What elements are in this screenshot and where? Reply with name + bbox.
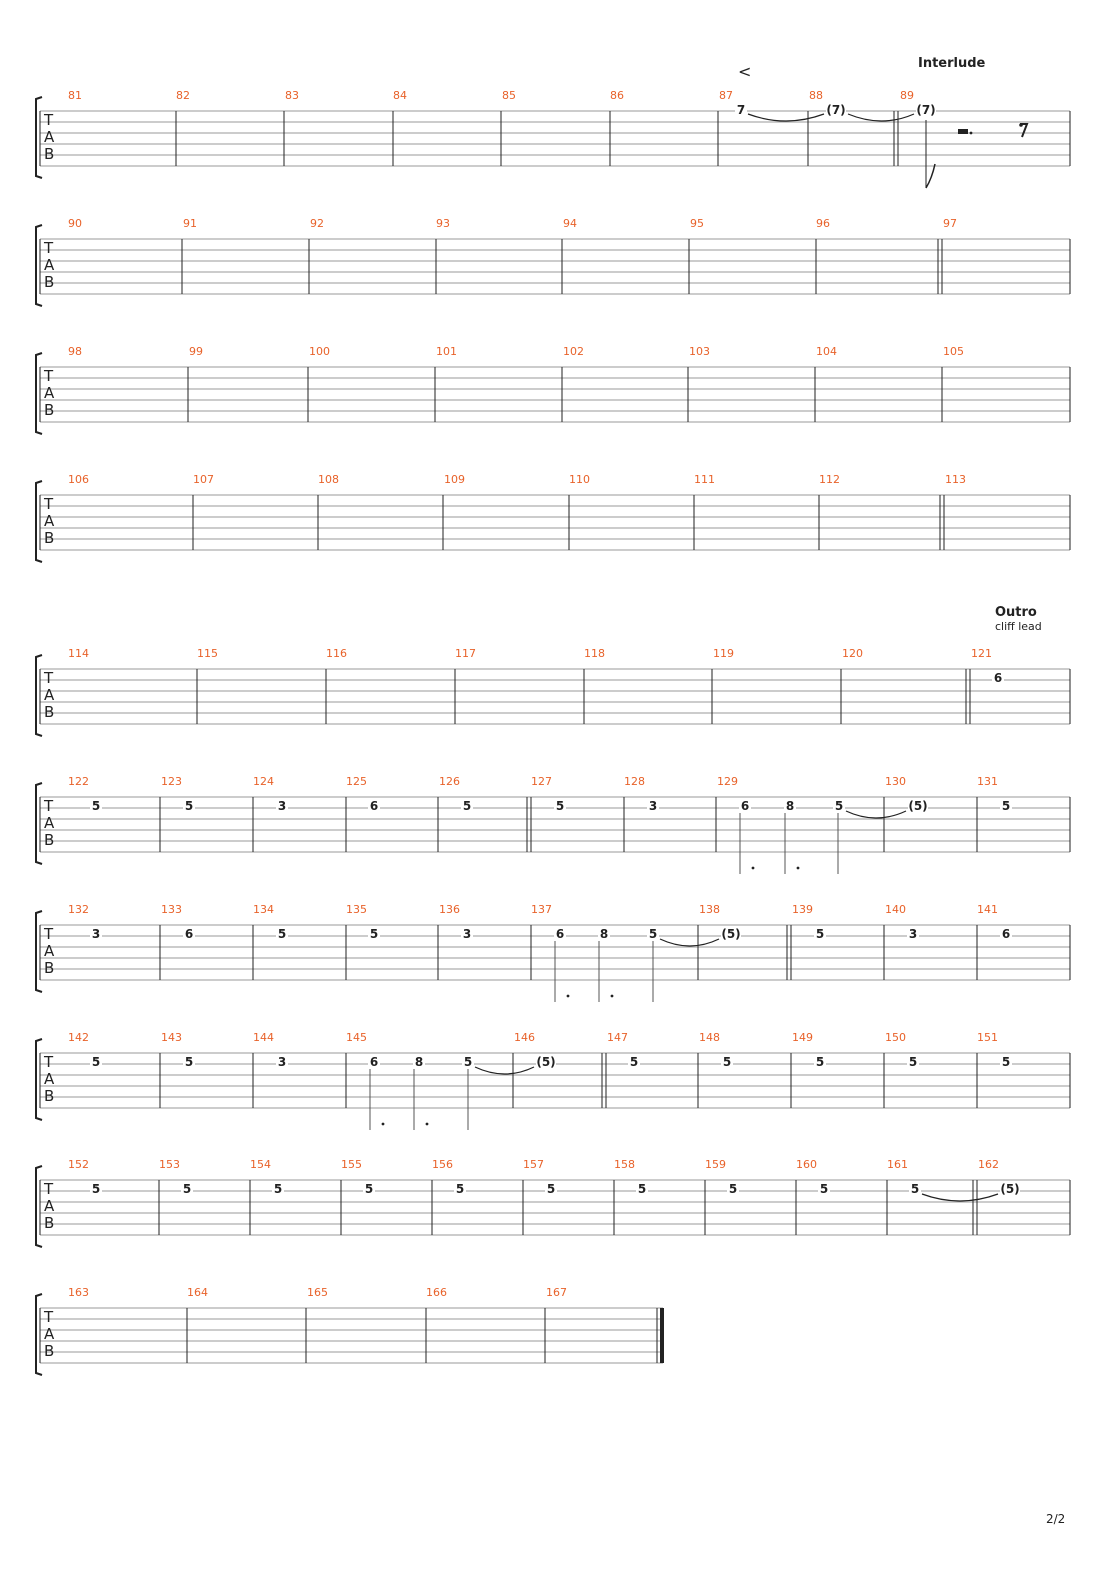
measure-number: 100 bbox=[309, 345, 330, 358]
measure-number: 122 bbox=[68, 775, 89, 788]
measure-number: 160 bbox=[796, 1158, 817, 1171]
measure-number: 119 bbox=[713, 647, 734, 660]
measure-number: 148 bbox=[699, 1031, 720, 1044]
fret-number: 5 bbox=[722, 1055, 732, 1069]
measure-number: 110 bbox=[569, 473, 590, 486]
measure-number: 101 bbox=[436, 345, 457, 358]
tab-letter-t: T bbox=[44, 1308, 54, 1326]
note-stem-with-flag bbox=[926, 120, 935, 188]
tab-letter-b: B bbox=[44, 273, 55, 291]
tab-letter-t: T bbox=[44, 925, 54, 943]
fret-number: 5 bbox=[1001, 1055, 1011, 1069]
measure-number: 149 bbox=[792, 1031, 813, 1044]
rest-symbols bbox=[958, 123, 1027, 137]
system-2 bbox=[36, 217, 1070, 306]
measure-number: 112 bbox=[819, 473, 840, 486]
tab-letter-t: T bbox=[44, 1180, 54, 1198]
tab-letter-b: B bbox=[44, 1214, 55, 1232]
fret-number: 6 bbox=[740, 799, 750, 813]
fret-number: 8 bbox=[599, 927, 609, 941]
fret-number: 5 bbox=[637, 1182, 647, 1196]
measure-number: 163 bbox=[68, 1286, 89, 1299]
measure-number: 141 bbox=[977, 903, 998, 916]
measure-number: 106 bbox=[68, 473, 89, 486]
measure-number: 167 bbox=[546, 1286, 567, 1299]
rhythm-stems bbox=[740, 813, 838, 874]
measure-number: 94 bbox=[563, 217, 577, 230]
measure-number: 157 bbox=[523, 1158, 544, 1171]
tie bbox=[922, 1194, 998, 1201]
measure-number: 87 bbox=[719, 89, 733, 102]
fret-number: 5 bbox=[463, 1055, 473, 1069]
tab-letter-a: A bbox=[44, 384, 55, 402]
tab-letter-a: A bbox=[44, 814, 55, 832]
tab-letter-t: T bbox=[44, 495, 54, 513]
measure-number: 147 bbox=[607, 1031, 628, 1044]
tab-letter-a: A bbox=[44, 1070, 55, 1088]
measure-number: 139 bbox=[792, 903, 813, 916]
tab-letter-b: B bbox=[44, 959, 55, 977]
barlines bbox=[40, 111, 1070, 166]
measure-number: 85 bbox=[502, 89, 516, 102]
measure-number: 98 bbox=[68, 345, 82, 358]
fret-numbers bbox=[90, 1182, 1020, 1196]
fret-number: 6 bbox=[1001, 927, 1011, 941]
fret-numbers bbox=[90, 1055, 1012, 1069]
system-6 bbox=[36, 775, 1070, 874]
measure-number: 120 bbox=[842, 647, 863, 660]
tab-letter-t: T bbox=[44, 111, 54, 129]
measure-number: 129 bbox=[717, 775, 738, 788]
tab-letter-b: B bbox=[44, 401, 55, 419]
fret-number: 5 bbox=[910, 1182, 920, 1196]
measure-number: 132 bbox=[68, 903, 89, 916]
fret-number: 3 bbox=[648, 799, 658, 813]
measure-number: 150 bbox=[885, 1031, 906, 1044]
fret-number: 5 bbox=[546, 1182, 556, 1196]
dot bbox=[752, 867, 755, 870]
fret-number: 6 bbox=[369, 799, 379, 813]
measure-number: 166 bbox=[426, 1286, 447, 1299]
fret-number: (5) bbox=[908, 799, 928, 813]
measure-number: 118 bbox=[584, 647, 605, 660]
staff-lines bbox=[40, 111, 1070, 166]
measure-number: 144 bbox=[253, 1031, 274, 1044]
measure-number: 104 bbox=[816, 345, 837, 358]
fret-number: 6 bbox=[184, 927, 194, 941]
dot bbox=[382, 1123, 385, 1126]
measure-number: 128 bbox=[624, 775, 645, 788]
fret-numbers bbox=[90, 799, 1012, 813]
fret-number: 3 bbox=[277, 799, 287, 813]
fret-number: 6 bbox=[993, 671, 1003, 685]
fret-number: 5 bbox=[369, 927, 379, 941]
fret-number: 8 bbox=[414, 1055, 424, 1069]
fret-number: 3 bbox=[462, 927, 472, 941]
measure-number: 123 bbox=[161, 775, 182, 788]
measure-number: 108 bbox=[318, 473, 339, 486]
fret-number: 7 bbox=[736, 103, 746, 117]
fret-number: 5 bbox=[648, 927, 658, 941]
system-3 bbox=[36, 345, 1070, 434]
fret-number: 6 bbox=[369, 1055, 379, 1069]
measure-number: 115 bbox=[197, 647, 218, 660]
measure-number: 96 bbox=[816, 217, 830, 230]
tab-letter-b: B bbox=[44, 831, 55, 849]
measure-number: 162 bbox=[978, 1158, 999, 1171]
measure-number: 158 bbox=[614, 1158, 635, 1171]
measure-number: 165 bbox=[307, 1286, 328, 1299]
subsection-label-cliff-lead: cliff lead bbox=[995, 620, 1042, 633]
measure-number: 103 bbox=[689, 345, 710, 358]
fret-number: 6 bbox=[555, 927, 565, 941]
measure-number: 117 bbox=[455, 647, 476, 660]
measure-number: 116 bbox=[326, 647, 347, 660]
fret-number: 5 bbox=[629, 1055, 639, 1069]
measure-number: 155 bbox=[341, 1158, 362, 1171]
system-8 bbox=[36, 1031, 1070, 1130]
tab-letter-a: A bbox=[44, 512, 55, 530]
fret-number: 5 bbox=[728, 1182, 738, 1196]
fret-number: 5 bbox=[834, 799, 844, 813]
tie bbox=[748, 114, 824, 121]
measure-number: 114 bbox=[68, 647, 89, 660]
tab-letter-b: B bbox=[44, 703, 55, 721]
measure-number: 88 bbox=[809, 89, 823, 102]
tab-letter-t: T bbox=[44, 669, 54, 687]
fret-number: 3 bbox=[277, 1055, 287, 1069]
system-1 bbox=[36, 89, 1070, 188]
measure-number: 91 bbox=[183, 217, 197, 230]
measure-number: 97 bbox=[943, 217, 957, 230]
dot bbox=[426, 1123, 429, 1126]
system-4 bbox=[36, 473, 1070, 562]
fret-number: 5 bbox=[184, 799, 194, 813]
fret-number: 5 bbox=[277, 927, 287, 941]
fret-number: 5 bbox=[91, 1182, 101, 1196]
measure-number: 161 bbox=[887, 1158, 908, 1171]
measure-number: 109 bbox=[444, 473, 465, 486]
measure-number: 142 bbox=[68, 1031, 89, 1044]
measure-number: 111 bbox=[694, 473, 715, 486]
fret-numbers bbox=[90, 927, 1012, 941]
fret-number: 5 bbox=[364, 1182, 374, 1196]
crescendo-hairpin: < bbox=[738, 62, 752, 81]
fret-number: 5 bbox=[815, 927, 825, 941]
fret-number: 5 bbox=[819, 1182, 829, 1196]
measure-number: 131 bbox=[977, 775, 998, 788]
tie bbox=[848, 114, 914, 121]
fret-number: (7) bbox=[916, 103, 936, 117]
fret-number: 5 bbox=[184, 1055, 194, 1069]
measure-number: 153 bbox=[159, 1158, 180, 1171]
measure-number: 113 bbox=[945, 473, 966, 486]
measure-number: 156 bbox=[432, 1158, 453, 1171]
fret-number: 5 bbox=[908, 1055, 918, 1069]
fret-number: (5) bbox=[721, 927, 741, 941]
measure-number: 130 bbox=[885, 775, 906, 788]
tab-letter-a: A bbox=[44, 942, 55, 960]
tab-letter-a: A bbox=[44, 1197, 55, 1215]
fret-number: 5 bbox=[182, 1182, 192, 1196]
system-9 bbox=[36, 1158, 1070, 1247]
tie bbox=[846, 811, 906, 818]
dot bbox=[567, 995, 570, 998]
measure-number: 135 bbox=[346, 903, 367, 916]
fret-number: 5 bbox=[273, 1182, 283, 1196]
fret-number: 5 bbox=[1001, 799, 1011, 813]
tab-letter-b: B bbox=[44, 529, 55, 547]
tab-letter-b: B bbox=[44, 1087, 55, 1105]
tab-letter-t: T bbox=[44, 239, 54, 257]
tab-letter-b: B bbox=[44, 1342, 55, 1360]
rhythm-stems bbox=[370, 1069, 468, 1130]
measure-number: 89 bbox=[900, 89, 914, 102]
tab-letter-a: A bbox=[44, 256, 55, 274]
measure-number: 107 bbox=[193, 473, 214, 486]
measure-number: 140 bbox=[885, 903, 906, 916]
final-barline bbox=[660, 1308, 664, 1363]
fret-number: 3 bbox=[908, 927, 918, 941]
system-7 bbox=[36, 903, 1070, 1002]
measure-number: 84 bbox=[393, 89, 407, 102]
measure-number: 164 bbox=[187, 1286, 208, 1299]
rhythm-stems bbox=[555, 941, 653, 1002]
tab-letter-t: T bbox=[44, 1053, 54, 1071]
measure-number: 99 bbox=[189, 345, 203, 358]
fret-number: (5) bbox=[536, 1055, 556, 1069]
measure-number: 86 bbox=[610, 89, 624, 102]
measure-number: 146 bbox=[514, 1031, 535, 1044]
measure-number: 137 bbox=[531, 903, 552, 916]
system-10 bbox=[36, 1286, 664, 1375]
tab-letter-a: A bbox=[44, 128, 55, 146]
measure-number: 121 bbox=[971, 647, 992, 660]
dot bbox=[611, 995, 614, 998]
measure-number: 152 bbox=[68, 1158, 89, 1171]
page-number: 2/2 bbox=[1046, 1512, 1066, 1526]
measure-number: 83 bbox=[285, 89, 299, 102]
section-label-interlude: Interlude bbox=[918, 56, 986, 71]
measure-number: 126 bbox=[439, 775, 460, 788]
measure-number: 95 bbox=[690, 217, 704, 230]
tie bbox=[475, 1067, 534, 1074]
fret-number: 5 bbox=[91, 799, 101, 813]
tab-letter-t: T bbox=[44, 367, 54, 385]
measure-number: 134 bbox=[253, 903, 274, 916]
measure-number: 127 bbox=[531, 775, 552, 788]
section-label-outro: Outro bbox=[995, 605, 1037, 620]
dot bbox=[797, 867, 800, 870]
fret-number: 5 bbox=[455, 1182, 465, 1196]
fret-number: 8 bbox=[785, 799, 795, 813]
fret-number: 5 bbox=[555, 799, 565, 813]
fret-number: 5 bbox=[462, 799, 472, 813]
measure-number: 133 bbox=[161, 903, 182, 916]
measure-number: 102 bbox=[563, 345, 584, 358]
measure-number: 145 bbox=[346, 1031, 367, 1044]
measure-number: 138 bbox=[699, 903, 720, 916]
measure-number: 136 bbox=[439, 903, 460, 916]
measure-number: 92 bbox=[310, 217, 324, 230]
measure-number: 124 bbox=[253, 775, 274, 788]
fret-number: 5 bbox=[91, 1055, 101, 1069]
tab-letter-b: B bbox=[44, 145, 55, 163]
fret-number: 3 bbox=[91, 927, 101, 941]
measure-number: 82 bbox=[176, 89, 190, 102]
tab-letter-t: T bbox=[44, 797, 54, 815]
fret-number: (5) bbox=[1000, 1182, 1020, 1196]
tab-letter-a: A bbox=[44, 1325, 55, 1343]
measure-number: 93 bbox=[436, 217, 450, 230]
measure-number: 151 bbox=[977, 1031, 998, 1044]
measure-number: 81 bbox=[68, 89, 82, 102]
measure-number: 90 bbox=[68, 217, 82, 230]
system-5 bbox=[36, 647, 1070, 736]
tab-letter-a: A bbox=[44, 686, 55, 704]
fret-number: 5 bbox=[815, 1055, 825, 1069]
measure-number: 143 bbox=[161, 1031, 182, 1044]
measure-number: 159 bbox=[705, 1158, 726, 1171]
measure-number: 154 bbox=[250, 1158, 271, 1171]
measure-number: 105 bbox=[943, 345, 964, 358]
fret-number: (7) bbox=[826, 103, 846, 117]
tie bbox=[660, 939, 719, 946]
measure-number: 125 bbox=[346, 775, 367, 788]
